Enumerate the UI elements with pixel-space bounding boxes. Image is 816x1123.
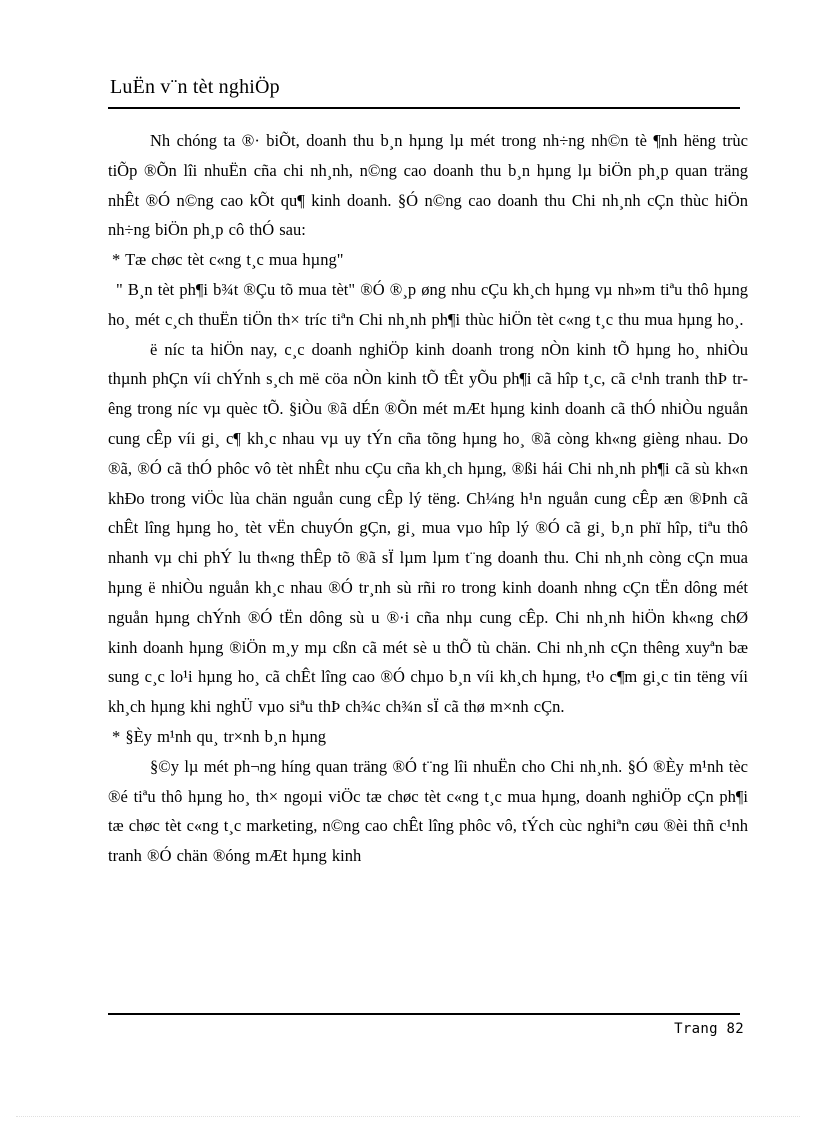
paragraph-sales-direction: §©y lµ mét ph¬ng híng quan träng ®Ó t¨ng lîi nhuËn cho Chi nh¸nh. §Ó ®Èy m¹nh tèc ®é tiªu thô hµng ho¸ th× ngoµi viÖc tæ chøc tèt c«ng t¸c mua hµng, doanh nghiÖp cÇn ph¶i tæ chøc tèt c«ng t¸c marketing, n©ng cao chÊt lîng phôc vô, tÝch cùc nghiªn cøu ®èi thñ c¹nh tranh ®Ó chän ®óng mÆt hµng kinh: [108, 756, 748, 866]
footer-rule: [108, 1013, 740, 1015]
header-rule: [108, 107, 740, 109]
page-bottom-dotted-line: [16, 1116, 800, 1117]
page-number: Trang 82: [674, 1021, 744, 1037]
bullet-sales-heading: * §Èy m¹nh qu¸ tr×nh b¸n hµng: [112, 726, 326, 746]
running-header-title: LuËn v¨n tèt nghiÖp: [110, 76, 280, 98]
paragraph-supply-sources: ë níc ta hiÖn nay, c¸c doanh nghiÖp kinh doanh trong nÒn kinh tÕ hµng ho¸ nhiÒu thµnh phÇn víi chÝnh s¸ch më cöa nÒn kinh tÕ tÊt yÕu ph¶i cã hîp t¸c, cã c¹nh tranh thÞ trêng trong níc vµ quèc tÕ. §iÒu ®ã dÉn ®Õn mét mÆt hµng kinh doanh cã thÓ nhiÒu nguån cung cÊp víi gi¸ c¶ kh¸c nhau vµ uy tÝn cña tõng hµng ho¸ ®ã còng kh«ng gièng nhau. Do ®ã, ®Ó cã thÓ phôc vô tèt nhÊt nhu cÇu cña kh¸ch hµng, ®ßi hái Chi nh¸nh ph¶i cã sù kh«n khÐo trong viÖc lùa chän nguån cung cÊp lý tëng. Ch¼ng h¹n nguån cung cÊp æn ®Þnh cã chÊt lîng hµng ho¸ tèt vËn chuyÓn gÇn, gi¸ mua vµo hîp lý ®Ó cã gi¸ b¸n phï hîp, tiªu thô nhanh vµ chi phÝ lu th«ng thÊp tõ ®ã sÏ lµm lµm t¨ng doanh thu. Chi nh¸nh còng cÇn mua hµng ë nhiÒu nguån kh¸c nhau ®Ó tr¸nh sù rñi ro trong kinh doanh nhng cÇn tËn dông mét nguån hµng chÝnh ®Ó tËn dông sù u ®·i cña nhµ cung cÊp. Chi nh¸nh hiÖn kh«ng chØ kinh doanh hµng ®iÖn m¸y mµ cßn cã mét sè u thÕ tù chän. Chi nh¸nh cÇn thêng xuyªn bæ sung c¸c lo¹i hµng ho¸ cã chÊt lîng cao ®Ó chµo b¸n víi kh¸ch hµng, t¹o c¶m gi¸c tin tëng víi kh¸ch hµng khi nghÜ vµo siªu thÞ ch¾c ch¾n sÏ cã thø m×nh cÇn.: [108, 339, 748, 717]
paragraph-buy-well: " B¸n tèt ph¶i b¾t ®Çu tõ mua tèt" ®Ó ®¸p øng nhu cÇu kh¸ch hµng vµ nh»m tiªu thô hµng ho¸ mét c¸ch thuËn tiÖn th× tríc tiªn Chi nh¸nh ph¶i thùc hiÖn tèt c«ng t¸c thu mua hµng ho¸.: [108, 279, 748, 329]
bullet-purchasing-heading: * Tæ chøc tèt c«ng t¸c mua hµng": [112, 250, 344, 270]
body-text: [108, 126, 748, 871]
paragraph-revenue-intro: Nh chóng ta ®· biÕt, doanh thu b¸n hµng lµ mét trong nh÷ng nh©n tè ¶nh hëng trùc tiÕp ®Õn lîi nhuËn cña chi nh¸nh, n©ng cao doanh thu b¸n hµng lµ biÖn ph¸p quan träng nhÊt ®Ó n©ng cao kÕt qu¶ kinh doanh. §Ó n©ng cao doanh thu Chi nh¸nh cÇn thùc hiÖn nh÷ng biÖn ph¸p cô thÓ sau:: [108, 131, 748, 240]
